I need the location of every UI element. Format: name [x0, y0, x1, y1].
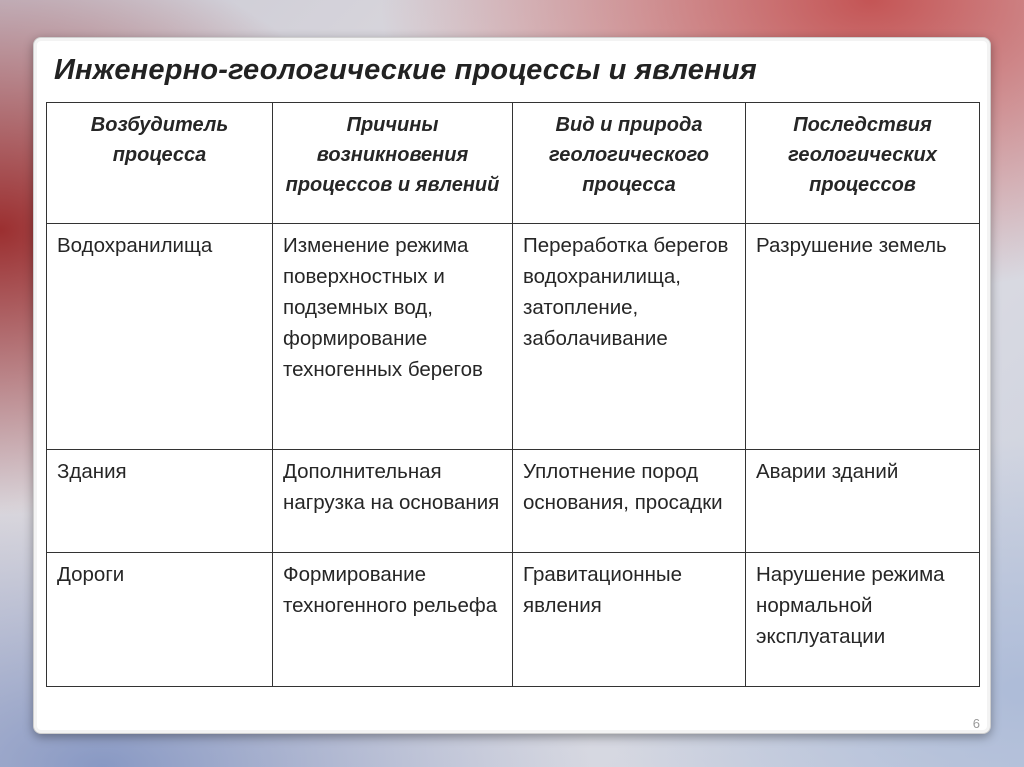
table-row — [47, 553, 980, 687]
cell-consequences: Разрушение земель — [746, 224, 980, 450]
table-header-row — [47, 103, 980, 224]
cell-agent: Здания — [47, 450, 273, 553]
header-process-type: Вид и природа геологического процесса — [513, 103, 746, 224]
cell-consequences: Нарушение режима нормальной эксплуатации — [746, 553, 980, 687]
slide-title: Инженерно-геологические процессы и явления — [54, 54, 757, 86]
processes-table — [46, 102, 980, 687]
page-number: 6 — [972, 716, 980, 731]
cell-process-type: Переработка берегов водохранилища, затопление, заболачивание — [513, 224, 746, 450]
cell-agent: Дороги — [47, 553, 273, 687]
header-causes: Причины возникновения процессов и явлений — [273, 103, 513, 224]
cell-agent: Водохранилища — [47, 224, 273, 450]
cell-consequences: Аварии зданий — [746, 450, 980, 553]
cell-process-type: Гравитационные явления — [513, 553, 746, 687]
cell-causes: Изменение режима поверхностных и подземных вод, формирование техногенных берегов — [273, 224, 513, 450]
slide — [33, 37, 991, 734]
cell-causes: Формирование техногенного рельефа — [273, 553, 513, 687]
header-consequences: Последствия геологических процессов — [746, 103, 980, 224]
cell-process-type: Уплотнение пород основания, просадки — [513, 450, 746, 553]
cell-causes: Дополнительная нагрузка на основания — [273, 450, 513, 553]
table-row — [47, 450, 980, 553]
header-agent: Возбудитель процесса — [47, 103, 273, 224]
table-row — [47, 224, 980, 450]
